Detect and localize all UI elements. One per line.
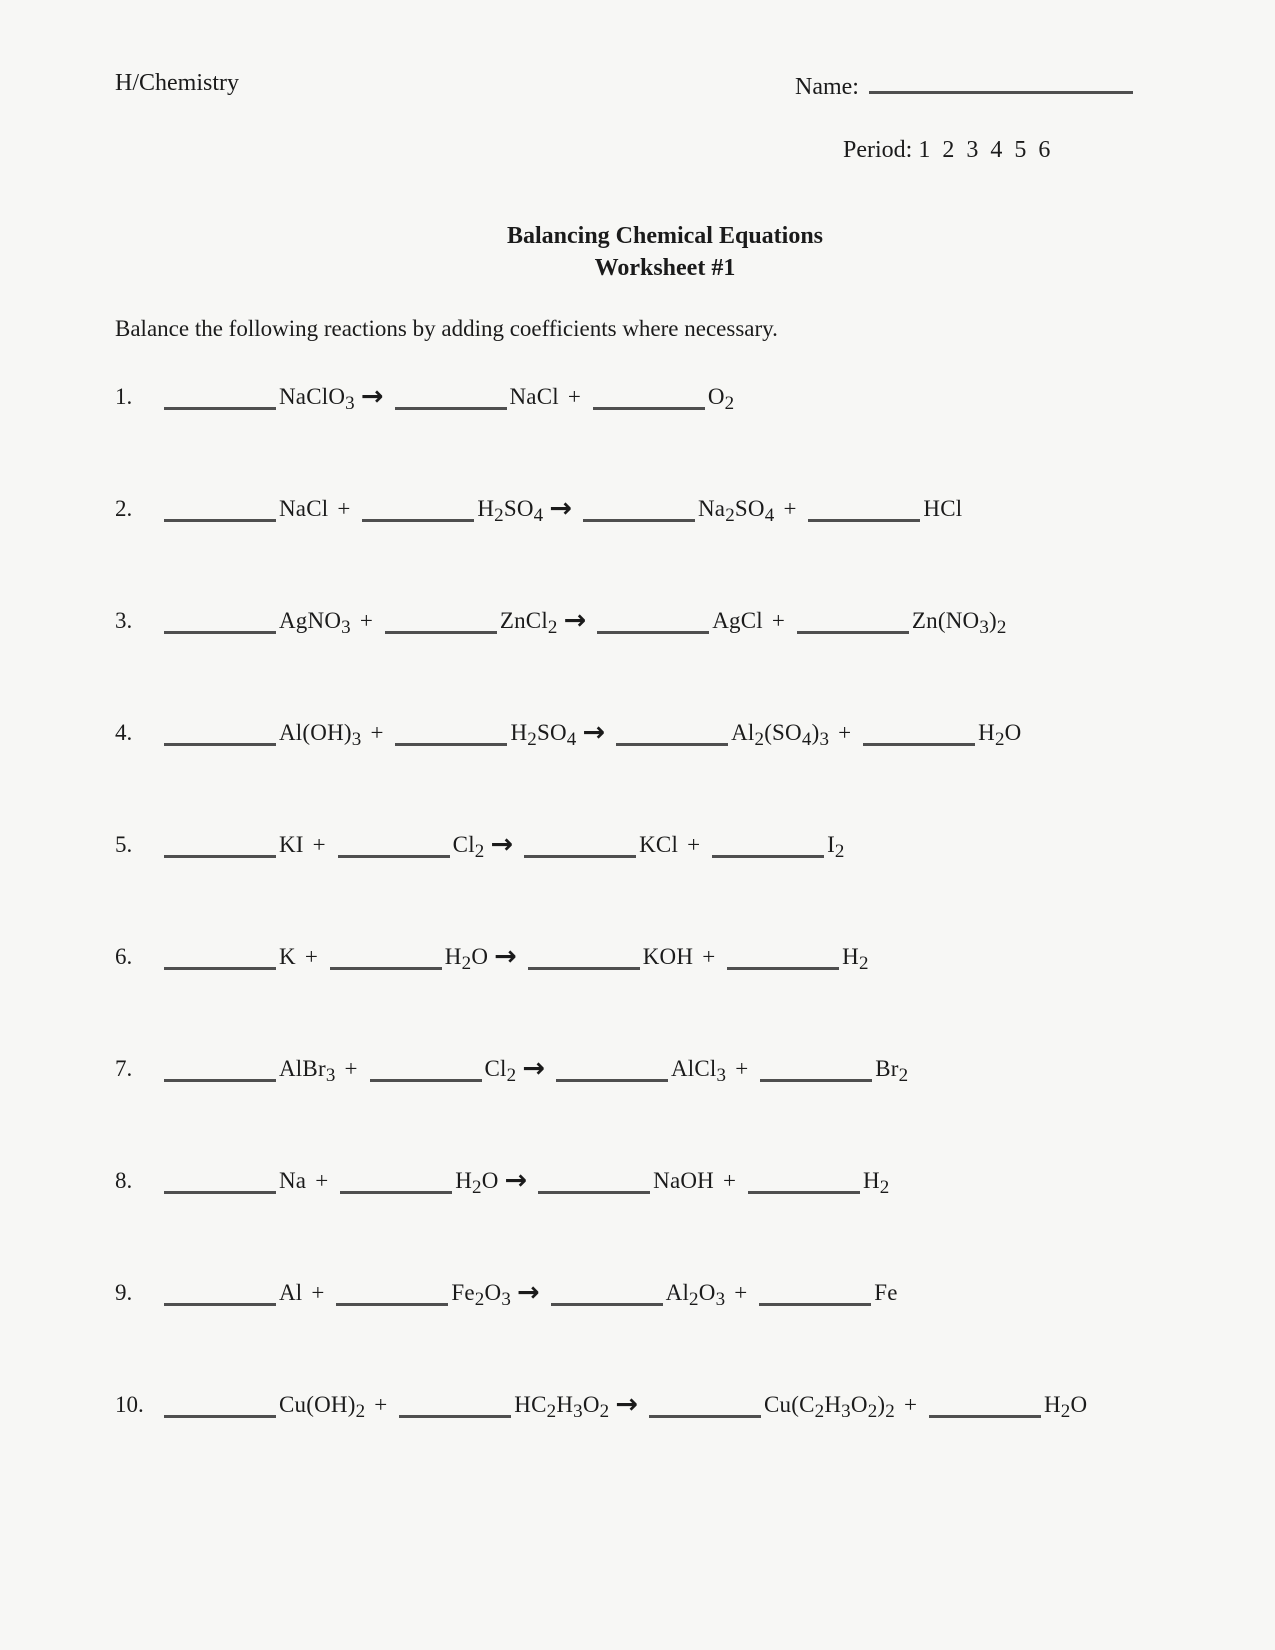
- chemical-formula: AgCl: [712, 608, 763, 633]
- answer-blank: [164, 952, 276, 970]
- chemical-formula: Al: [279, 1280, 303, 1305]
- plus-operator: +: [723, 1168, 736, 1193]
- answer-blank: [597, 616, 709, 634]
- answer-blank: [649, 1400, 761, 1418]
- equation-row: [115, 1389, 1215, 1501]
- answer-blank: [797, 616, 909, 634]
- equation-number: 2.: [115, 496, 133, 521]
- plus-operator: +: [783, 496, 797, 521]
- chemical-formula: AgNO$_3$: [279, 608, 351, 638]
- chemical-formula: $Fe_2O_3$: [451, 1280, 512, 1310]
- plus-operator: +: [734, 1280, 748, 1305]
- equation-row: [115, 829, 1215, 941]
- plus-operator: +: [315, 1168, 329, 1193]
- equation-number: 7.: [115, 1056, 133, 1081]
- name-label: Name:: [795, 74, 859, 100]
- answer-blank: [395, 392, 507, 410]
- chemical-formula: Fe: [874, 1280, 898, 1305]
- chemical-formula: $H_2SO_4$: [510, 720, 577, 750]
- equation-number: 4.: [115, 720, 133, 745]
- answer-blank: [760, 1064, 872, 1082]
- chemical-formula: $I_2$: [827, 832, 845, 862]
- answer-blank: [399, 1400, 511, 1418]
- plus-operator: +: [374, 1392, 388, 1417]
- answer-blank: [164, 1176, 276, 1194]
- plus-operator: +: [903, 1392, 917, 1417]
- equation-row: [115, 941, 1215, 1053]
- equation-row: [115, 1053, 1215, 1165]
- reaction-arrow-icon: →: [522, 1053, 545, 1084]
- instructions-text: Balance the following reactions by adding coefficients where necessary.: [115, 316, 778, 341]
- chemical-formula: Na: [279, 1168, 307, 1193]
- chemical-formula: KOH: [642, 944, 694, 969]
- plus-operator: +: [735, 1056, 749, 1081]
- answer-blank: [712, 840, 824, 858]
- reaction-arrow-icon: →: [494, 941, 517, 972]
- answer-blank: [583, 504, 695, 522]
- chemical-formula: $H_2$: [862, 1168, 890, 1198]
- chemical-formula: NaCl: [279, 496, 329, 521]
- reaction-arrow-icon: →: [360, 381, 384, 412]
- answer-blank: [759, 1288, 871, 1306]
- plus-operator: +: [304, 944, 318, 969]
- page-subtitle: Worksheet #1: [594, 255, 736, 281]
- answer-blank: [524, 840, 636, 858]
- period-row: [795, 102, 1133, 198]
- equation-number: 5.: [115, 832, 133, 857]
- plus-operator: +: [344, 1056, 358, 1081]
- answer-blank: [538, 1176, 650, 1194]
- answer-blank: [556, 1064, 668, 1082]
- reaction-arrow-icon: →: [504, 1165, 528, 1196]
- reaction-arrow-icon: →: [615, 1389, 638, 1420]
- chemical-formula: $Na_2SO_4$: [698, 496, 775, 526]
- chemical-formula: $H_2$: [842, 944, 869, 974]
- name-row: [795, 68, 1133, 102]
- equation-row: [115, 1277, 1215, 1389]
- answer-blank: [593, 392, 705, 410]
- chemical-formula: K: [279, 944, 296, 969]
- plus-operator: +: [838, 720, 852, 745]
- answer-blank: [551, 1288, 663, 1306]
- equation-number: 6.: [115, 944, 133, 969]
- chemical-formula: ZnCl$_2$: [499, 608, 558, 638]
- answer-blank: [164, 1400, 276, 1418]
- reaction-arrow-icon: →: [582, 717, 606, 748]
- reaction-arrow-icon: →: [549, 493, 572, 524]
- answer-blank: [164, 616, 276, 634]
- chemical-formula: KCl: [639, 832, 679, 857]
- chemical-formula: $O_2$: [707, 384, 735, 414]
- chemical-formula: $Cl_2$: [452, 832, 485, 862]
- answer-blank: [164, 392, 276, 410]
- answer-blank: [164, 728, 276, 746]
- plus-operator: +: [702, 944, 716, 969]
- title-block: [115, 220, 1215, 284]
- answer-blank: [616, 728, 728, 746]
- answer-blank: [863, 728, 975, 746]
- plus-operator: +: [312, 832, 326, 857]
- chemical-formula: $Zn(NO_3)_2$: [911, 608, 1007, 638]
- answer-blank: [330, 952, 442, 970]
- chemical-formula: HCl: [923, 496, 963, 521]
- chemical-formula: $Al_2O_3$: [665, 1280, 726, 1310]
- equation-number: 9.: [115, 1280, 133, 1305]
- plus-operator: +: [567, 384, 581, 409]
- equations-list: [115, 381, 1215, 1501]
- plus-operator: +: [359, 608, 373, 633]
- answer-blank: [362, 504, 474, 522]
- plus-operator: +: [687, 832, 701, 857]
- answer-blank: [336, 1288, 448, 1306]
- page-title: Balancing Chemical Equations: [506, 223, 824, 249]
- chemical-formula: $Cl_2$: [484, 1056, 517, 1086]
- equation-row: [115, 605, 1215, 717]
- answer-blank: [395, 728, 507, 746]
- chemical-formula: $H_2O$: [1043, 1392, 1088, 1422]
- chemical-formula: AlCl$_3$: [670, 1056, 727, 1086]
- equation-number: 10.: [115, 1392, 144, 1417]
- chemical-formula: $Br_2$: [875, 1056, 909, 1086]
- equation-number: 1.: [115, 384, 133, 409]
- answer-blank: [164, 1064, 276, 1082]
- reaction-arrow-icon: →: [490, 829, 514, 860]
- chemical-formula: $H_2O$: [455, 1168, 499, 1198]
- answer-blank: [528, 952, 640, 970]
- chemical-formula: $Cu(OH)_2$: [279, 1392, 366, 1422]
- plus-operator: +: [370, 720, 384, 745]
- answer-blank: [164, 840, 276, 858]
- chemical-formula: NaClO$_3$: [279, 384, 355, 414]
- period-label: Period:: [843, 137, 913, 163]
- chemical-formula: KI: [279, 832, 304, 857]
- answer-blank: [338, 840, 450, 858]
- answer-blank: [164, 504, 276, 522]
- chemical-formula: $H_2O$: [444, 944, 489, 974]
- page-header: [115, 68, 1215, 198]
- equation-row: [115, 493, 1215, 605]
- plus-operator: +: [771, 608, 785, 633]
- equation-number: 3.: [115, 608, 133, 633]
- answer-blank: [164, 1288, 276, 1306]
- answer-blank: [385, 616, 497, 634]
- answer-blank: [340, 1176, 452, 1194]
- period-options: 1 2 3 4 5 6: [918, 137, 1051, 163]
- student-info: [795, 68, 1133, 198]
- chemical-formula: AlBr$_3$: [279, 1056, 336, 1086]
- chemical-formula: NaCl: [509, 384, 559, 409]
- reaction-arrow-icon: →: [563, 605, 587, 636]
- reaction-arrow-icon: →: [517, 1277, 540, 1308]
- chemical-formula: NaOH: [653, 1168, 714, 1193]
- equation-row: [115, 381, 1215, 493]
- plus-operator: +: [311, 1280, 325, 1305]
- equation-row: [115, 1165, 1215, 1277]
- course-label: H/Chemistry: [115, 70, 239, 96]
- name-blank: [869, 68, 1133, 94]
- answer-blank: [370, 1064, 482, 1082]
- chemical-formula: $H_2O$: [978, 720, 1022, 750]
- chemical-formula: $HC_2H_3O_2$: [514, 1392, 610, 1422]
- chemical-formula: $H_2SO_4$: [477, 496, 544, 526]
- answer-blank: [808, 504, 920, 522]
- equation-row: [115, 717, 1215, 829]
- answer-blank: [929, 1400, 1041, 1418]
- chemical-formula: $Al(OH)_3$: [279, 720, 362, 750]
- chemical-formula: $Al_2(SO_4)_3$: [731, 720, 830, 750]
- plus-operator: +: [337, 496, 351, 521]
- answer-blank: [748, 1176, 860, 1194]
- answer-blank: [727, 952, 839, 970]
- equation-number: 8.: [115, 1168, 133, 1193]
- chemical-formula: $Cu(C_2H_3O_2)_2$: [764, 1392, 895, 1422]
